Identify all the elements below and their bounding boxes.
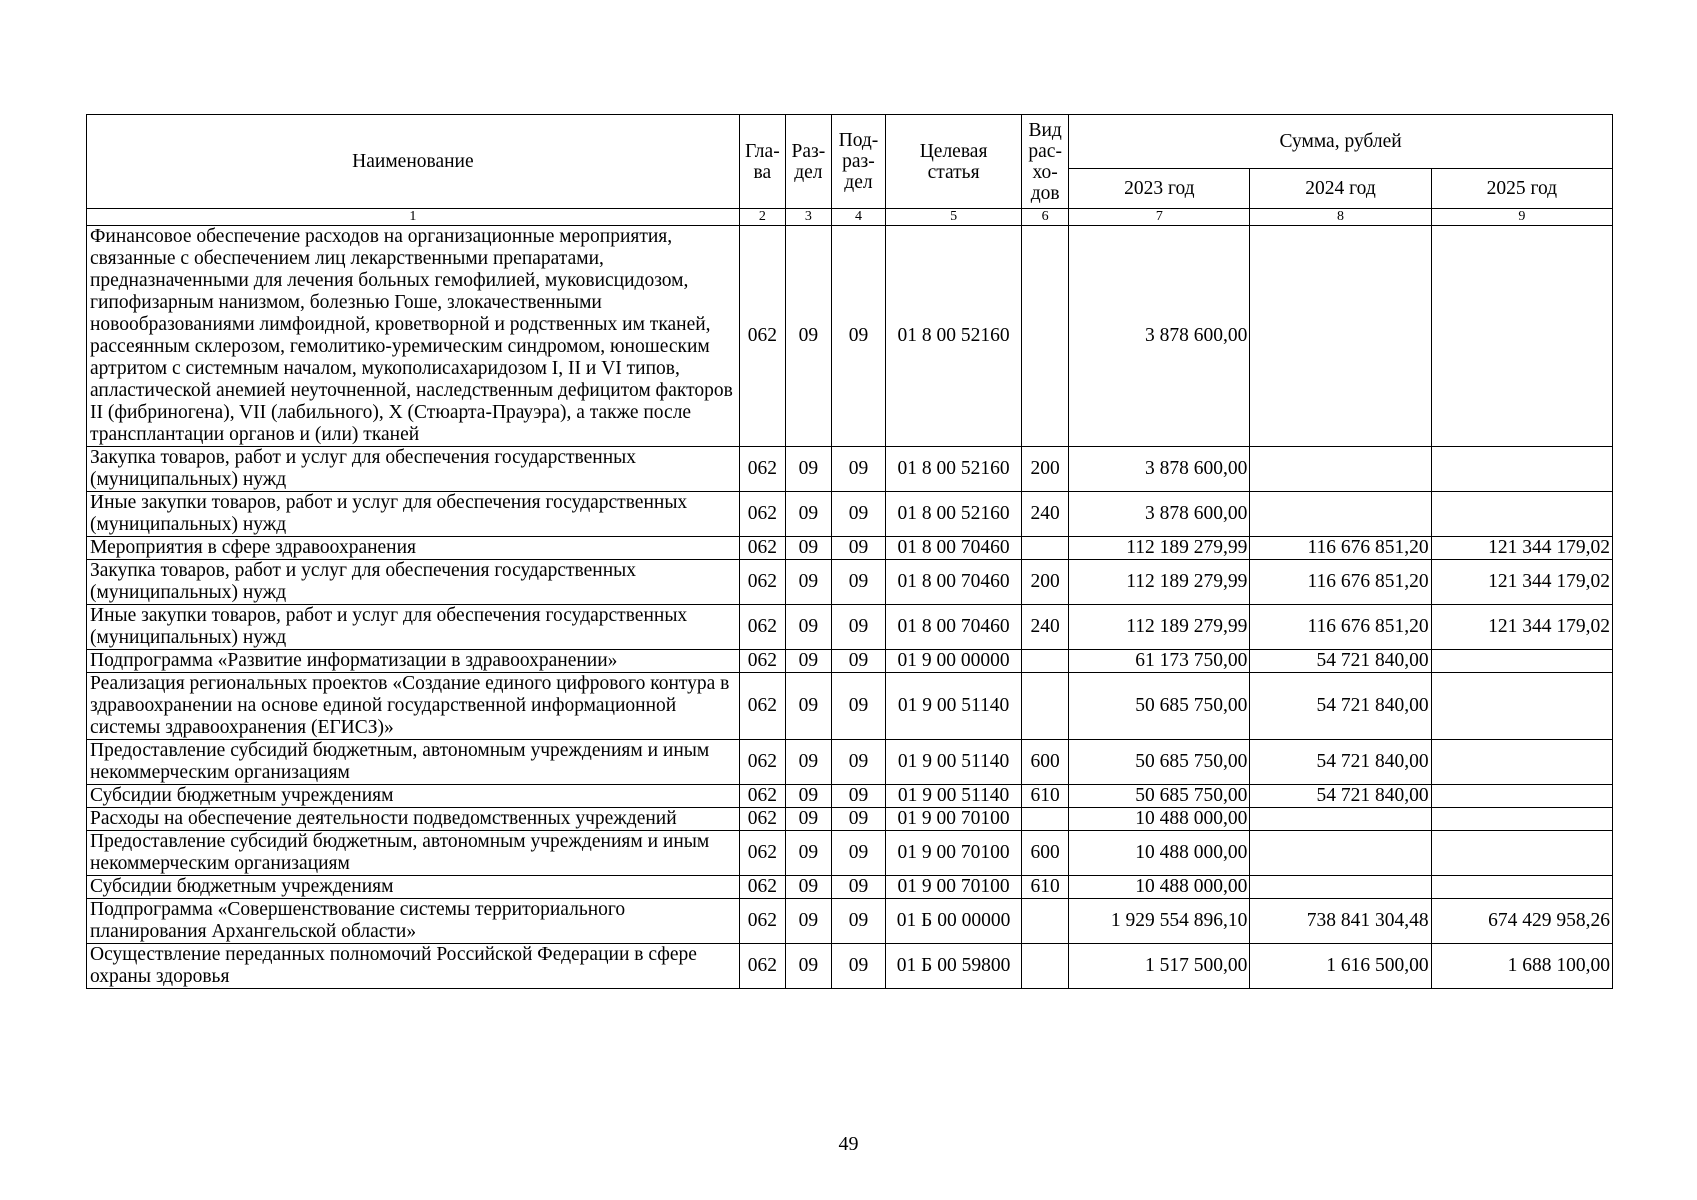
row-name-cell: Предоставление субсидий бюджетным, автономным учреждениям и иным некоммерческим организациям	[87, 831, 740, 876]
celevaya-statya-cell: 01 8 00 70460	[885, 537, 1021, 560]
column-number: 7	[1069, 209, 1250, 226]
celevaya-statya-cell: 01 9 00 51140	[885, 740, 1021, 785]
vid-rashodov-cell	[1022, 673, 1069, 740]
sum-2024-cell: 1 616 500,00	[1250, 944, 1431, 989]
sum-2023-cell: 61 173 750,00	[1069, 650, 1250, 673]
sum-2025-cell: 674 429 958,26	[1431, 899, 1612, 944]
sum-2024-cell: 116 676 851,20	[1250, 537, 1431, 560]
sum-2025-cell	[1431, 650, 1612, 673]
table-row	[87, 740, 1613, 785]
podrazdel-cell: 09	[831, 785, 885, 808]
glava-cell: 062	[739, 785, 785, 808]
column-number: 8	[1250, 209, 1431, 226]
sum-2024-cell: 54 721 840,00	[1250, 785, 1431, 808]
table-row	[87, 808, 1613, 831]
podrazdel-cell: 09	[831, 808, 885, 831]
sum-2023-cell: 1 929 554 896,10	[1069, 899, 1250, 944]
sum-2023-cell: 10 488 000,00	[1069, 808, 1250, 831]
sum-2025-cell: 121 344 179,02	[1431, 605, 1612, 650]
sum-2023-cell: 10 488 000,00	[1069, 831, 1250, 876]
celevaya-statya-cell: 01 9 00 70100	[885, 808, 1021, 831]
celevaya-statya-cell: 01 9 00 70100	[885, 876, 1021, 899]
table-row	[87, 876, 1613, 899]
glava-cell: 062	[739, 673, 785, 740]
glava-cell: 062	[739, 447, 785, 492]
header-year-2023: 2023 год	[1069, 169, 1250, 209]
budget-table	[86, 114, 1613, 989]
sum-2025-cell	[1431, 831, 1612, 876]
celevaya-statya-cell: 01 Б 00 59800	[885, 944, 1021, 989]
razdel-cell: 09	[785, 537, 831, 560]
podrazdel-cell: 09	[831, 447, 885, 492]
table-row	[87, 537, 1613, 560]
glava-cell: 062	[739, 740, 785, 785]
column-number: 9	[1431, 209, 1612, 226]
razdel-cell: 09	[785, 492, 831, 537]
row-name-cell: Предоставление субсидий бюджетным, автономным учреждениям и иным некоммерческим организациям	[87, 740, 740, 785]
row-name-cell: Подпрограмма «Совершенствование системы территориального планирования Архангельской области»	[87, 899, 740, 944]
sum-2024-cell: 116 676 851,20	[1250, 605, 1431, 650]
sum-2024-cell	[1250, 492, 1431, 537]
header-name: Наименование	[87, 115, 740, 209]
header-celevaya-statya: Целевая статья	[885, 115, 1021, 209]
column-number: 4	[831, 209, 885, 226]
row-name-cell: Расходы на обеспечение деятельности подведомственных учреждений	[87, 808, 740, 831]
table-row	[87, 226, 1613, 447]
sum-2023-cell: 3 878 600,00	[1069, 492, 1250, 537]
row-name-cell: Финансовое обеспечение расходов на организационные мероприятия, связанные с обеспечением лиц лекарственными препаратами, предназначенными для лечения больных гемофилией, муковисцидозом, гипофизарным нанизмом, болезнью Гоше, злокачественными новообразованиями лимфоидной, кроветворной и родственных им тканей, рассеянным склерозом, гемолитико-уремическим синдромом, юношеским артритом с системным началом, мукополисахаридозом I, II и VI типов, апластической анемией неуточненной, наследственным дефицитом факторов II (фибриногена), VII (лабильного), X (Стюарта-Прауэра), а также после трансплантации органов и (или) тканей	[87, 226, 740, 447]
table-row	[87, 560, 1613, 605]
vid-rashodov-cell: 200	[1022, 447, 1069, 492]
vid-rashodov-cell: 200	[1022, 560, 1069, 605]
glava-cell: 062	[739, 899, 785, 944]
glava-cell: 062	[739, 492, 785, 537]
razdel-cell: 09	[785, 944, 831, 989]
sum-2024-cell: 54 721 840,00	[1250, 740, 1431, 785]
razdel-cell: 09	[785, 831, 831, 876]
celevaya-statya-cell: 01 8 00 52160	[885, 226, 1021, 447]
table-row	[87, 944, 1613, 989]
table-row	[87, 605, 1613, 650]
vid-rashodov-cell	[1022, 944, 1069, 989]
page-number: 49	[838, 1133, 859, 1155]
podrazdel-cell: 09	[831, 831, 885, 876]
vid-rashodov-cell	[1022, 808, 1069, 831]
podrazdel-cell: 09	[831, 537, 885, 560]
row-name-cell: Закупка товаров, работ и услуг для обеспечения государственных (муниципальных) нужд	[87, 447, 740, 492]
podrazdel-cell: 09	[831, 560, 885, 605]
row-name-cell: Мероприятия в сфере здравоохранения	[87, 537, 740, 560]
glava-cell: 062	[739, 560, 785, 605]
table-row	[87, 447, 1613, 492]
sum-2023-cell: 112 189 279,99	[1069, 605, 1250, 650]
podrazdel-cell: 09	[831, 673, 885, 740]
glava-cell: 062	[739, 831, 785, 876]
sum-2024-cell: 54 721 840,00	[1250, 650, 1431, 673]
podrazdel-cell: 09	[831, 650, 885, 673]
column-number-row	[87, 209, 1613, 226]
glava-cell: 062	[739, 876, 785, 899]
razdel-cell: 09	[785, 740, 831, 785]
table-row	[87, 492, 1613, 537]
celevaya-statya-cell: 01 9 00 00000	[885, 650, 1021, 673]
column-number: 3	[785, 209, 831, 226]
sum-2023-cell: 112 189 279,99	[1069, 560, 1250, 605]
podrazdel-cell: 09	[831, 876, 885, 899]
sum-2025-cell	[1431, 492, 1612, 537]
vid-rashodov-cell: 600	[1022, 831, 1069, 876]
sum-2023-cell: 50 685 750,00	[1069, 673, 1250, 740]
glava-cell: 062	[739, 537, 785, 560]
header-podrazdel: Под- раз- дел	[831, 115, 885, 209]
header-vid-rashodov: Вид рас- хо- дов	[1022, 115, 1069, 209]
table-row	[87, 831, 1613, 876]
razdel-cell: 09	[785, 447, 831, 492]
razdel-cell: 09	[785, 899, 831, 944]
glava-cell: 062	[739, 944, 785, 989]
sum-2024-cell	[1250, 226, 1431, 447]
sum-2023-cell: 10 488 000,00	[1069, 876, 1250, 899]
podrazdel-cell: 09	[831, 740, 885, 785]
vid-rashodov-cell: 610	[1022, 785, 1069, 808]
sum-2023-cell: 3 878 600,00	[1069, 226, 1250, 447]
column-number: 5	[885, 209, 1021, 226]
celevaya-statya-cell: 01 9 00 70100	[885, 831, 1021, 876]
table-row	[87, 899, 1613, 944]
razdel-cell: 09	[785, 650, 831, 673]
header-razdel: Раз- дел	[785, 115, 831, 209]
sum-2023-cell: 50 685 750,00	[1069, 785, 1250, 808]
header-year-2024: 2024 год	[1250, 169, 1431, 209]
sum-2025-cell	[1431, 785, 1612, 808]
sum-2025-cell	[1431, 740, 1612, 785]
sum-2025-cell	[1431, 673, 1612, 740]
header-summa: Сумма, рублей	[1069, 115, 1613, 169]
vid-rashodov-cell: 600	[1022, 740, 1069, 785]
razdel-cell: 09	[785, 673, 831, 740]
razdel-cell: 09	[785, 560, 831, 605]
column-number: 2	[739, 209, 785, 226]
sum-2023-cell: 112 189 279,99	[1069, 537, 1250, 560]
razdel-cell: 09	[785, 876, 831, 899]
razdel-cell: 09	[785, 808, 831, 831]
table-body	[87, 226, 1613, 989]
celevaya-statya-cell: 01 8 00 52160	[885, 492, 1021, 537]
column-number: 1	[87, 209, 740, 226]
sum-2023-cell: 50 685 750,00	[1069, 740, 1250, 785]
sum-2024-cell: 116 676 851,20	[1250, 560, 1431, 605]
row-name-cell: Иные закупки товаров, работ и услуг для обеспечения государственных (муниципальных) нужд	[87, 492, 740, 537]
row-name-cell: Закупка товаров, работ и услуг для обеспечения государственных (муниципальных) нужд	[87, 560, 740, 605]
sum-2025-cell: 121 344 179,02	[1431, 560, 1612, 605]
razdel-cell: 09	[785, 226, 831, 447]
razdel-cell: 09	[785, 605, 831, 650]
sum-2024-cell: 738 841 304,48	[1250, 899, 1431, 944]
razdel-cell: 09	[785, 785, 831, 808]
sum-2025-cell	[1431, 808, 1612, 831]
sum-2025-cell	[1431, 226, 1612, 447]
podrazdel-cell: 09	[831, 226, 885, 447]
row-name-cell: Субсидии бюджетным учреждениям	[87, 876, 740, 899]
vid-rashodov-cell	[1022, 650, 1069, 673]
sum-2023-cell: 1 517 500,00	[1069, 944, 1250, 989]
header-glava: Гла- ва	[739, 115, 785, 209]
celevaya-statya-cell: 01 9 00 51140	[885, 673, 1021, 740]
glava-cell: 062	[739, 650, 785, 673]
header-year-2025: 2025 год	[1431, 169, 1612, 209]
vid-rashodov-cell	[1022, 226, 1069, 447]
glava-cell: 062	[739, 226, 785, 447]
celevaya-statya-cell: 01 Б 00 00000	[885, 899, 1021, 944]
sum-2024-cell	[1250, 831, 1431, 876]
column-number: 6	[1022, 209, 1069, 226]
row-name-cell: Иные закупки товаров, работ и услуг для обеспечения государственных (муниципальных) нужд	[87, 605, 740, 650]
row-name-cell: Подпрограмма «Развитие информатизации в здравоохранении»	[87, 650, 740, 673]
vid-rashodov-cell: 240	[1022, 492, 1069, 537]
table-row	[87, 650, 1613, 673]
vid-rashodov-cell: 240	[1022, 605, 1069, 650]
sum-2025-cell	[1431, 876, 1612, 899]
podrazdel-cell: 09	[831, 492, 885, 537]
celevaya-statya-cell: 01 9 00 51140	[885, 785, 1021, 808]
sum-2023-cell: 3 878 600,00	[1069, 447, 1250, 492]
celevaya-statya-cell: 01 8 00 52160	[885, 447, 1021, 492]
row-name-cell: Субсидии бюджетным учреждениям	[87, 785, 740, 808]
row-name-cell: Реализация региональных проектов «Создание единого цифрового контура в здравоохранении на основе единой государственной информационной системы здравоохранения (ЕГИСЗ)»	[87, 673, 740, 740]
table-row	[87, 673, 1613, 740]
sum-2025-cell: 121 344 179,02	[1431, 537, 1612, 560]
celevaya-statya-cell: 01 8 00 70460	[885, 560, 1021, 605]
vid-rashodov-cell	[1022, 537, 1069, 560]
podrazdel-cell: 09	[831, 899, 885, 944]
sum-2025-cell: 1 688 100,00	[1431, 944, 1612, 989]
table-row	[87, 785, 1613, 808]
glava-cell: 062	[739, 808, 785, 831]
sum-2025-cell	[1431, 447, 1612, 492]
sum-2024-cell: 54 721 840,00	[1250, 673, 1431, 740]
vid-rashodov-cell	[1022, 899, 1069, 944]
podrazdel-cell: 09	[831, 605, 885, 650]
row-name-cell: Осуществление переданных полномочий Российской Федерации в сфере охраны здоровья	[87, 944, 740, 989]
glava-cell: 062	[739, 605, 785, 650]
sum-2024-cell	[1250, 876, 1431, 899]
celevaya-statya-cell: 01 8 00 70460	[885, 605, 1021, 650]
vid-rashodov-cell: 610	[1022, 876, 1069, 899]
podrazdel-cell: 09	[831, 944, 885, 989]
sum-2024-cell	[1250, 808, 1431, 831]
sum-2024-cell	[1250, 447, 1431, 492]
